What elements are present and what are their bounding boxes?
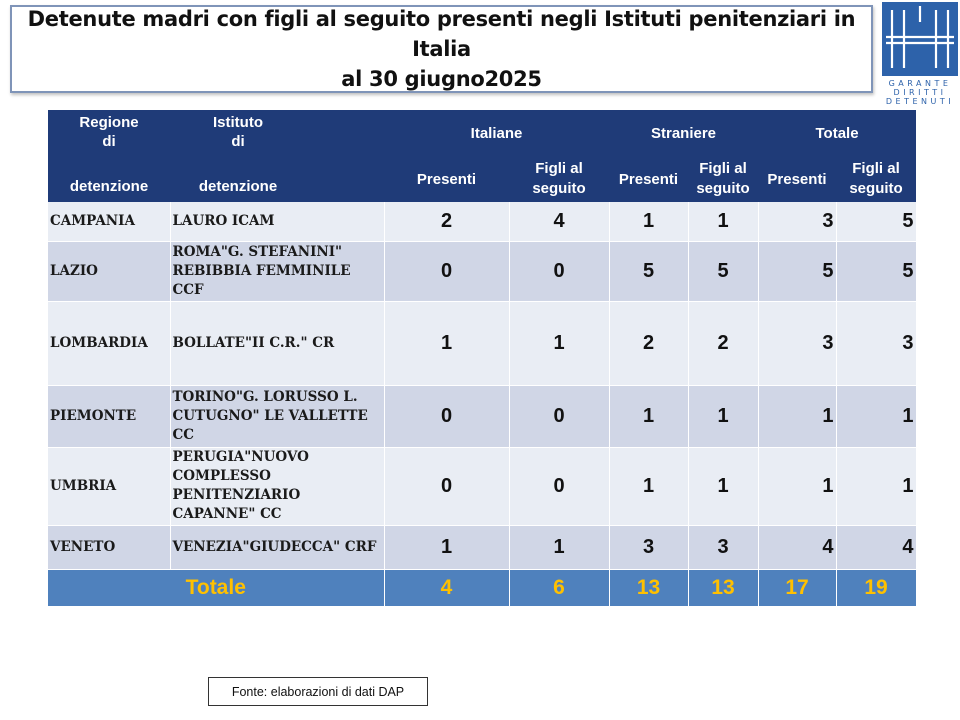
garante-logo	[882, 2, 958, 108]
istituto-line: CCF	[172, 281, 204, 298]
cell-istituto	[170, 202, 384, 241]
title-line-2: al 30 giugno2025	[341, 67, 542, 91]
istituto-line: COMPLESSO	[172, 468, 271, 484]
cell-st-figli: 2	[688, 301, 758, 385]
totale-row	[48, 569, 916, 606]
istituto-line: VENEZIA"GIUDECCA" CRF	[172, 538, 377, 555]
table-row	[48, 525, 916, 569]
header-istituto	[170, 110, 384, 202]
istituto-line: CAPANNE" CC	[172, 506, 282, 522]
cell-it-presenti: 0	[384, 241, 509, 301]
table-row	[48, 447, 916, 525]
totale-it-presenti: 4	[384, 569, 509, 606]
cell-tot-presenti: 3	[758, 301, 836, 385]
cell-tot-figli: 1	[836, 447, 916, 525]
fonte-box: Fonte: elaborazioni di dati DAP	[208, 677, 428, 706]
cell-regione: UMBRIA	[48, 447, 170, 525]
header-it-figli-line2: seguito	[532, 180, 586, 197]
cell-it-presenti: 0	[384, 385, 509, 447]
header-regione-line3: detenzione	[69, 177, 149, 195]
cell-tot-presenti: 3	[758, 202, 836, 241]
cell-it-figli: 0	[509, 241, 609, 301]
title-line-1: Detenute madri con figli al seguito presenti negli Istituti penitenziari in Italia	[27, 7, 856, 61]
header-regione-line1: Regione	[79, 113, 139, 131]
cell-tot-figli: 5	[836, 202, 916, 241]
cell-tot-figli: 3	[836, 301, 916, 385]
table-row	[48, 241, 916, 301]
cell-tot-figli: 4	[836, 525, 916, 569]
cell-it-presenti: 1	[384, 525, 509, 569]
totale-it-figli: 6	[509, 569, 609, 606]
header-st-presenti: Presenti	[618, 170, 679, 188]
cell-it-figli: 1	[509, 301, 609, 385]
header-tot-figli-line2: seguito	[849, 180, 903, 197]
cell-it-figli: 0	[509, 447, 609, 525]
cell-tot-presenti: 1	[758, 447, 836, 525]
cell-it-presenti: 2	[384, 202, 509, 241]
cell-tot-presenti: 1	[758, 385, 836, 447]
header-tot-figli-line1: Figli al	[852, 160, 900, 177]
cell-st-presenti: 2	[609, 301, 688, 385]
table-row	[48, 385, 916, 447]
cell-tot-figli: 1	[836, 385, 916, 447]
cell-tot-presenti: 4	[758, 525, 836, 569]
header-st-figli-line1: Figli al	[699, 160, 747, 177]
header-tot-figli	[836, 156, 916, 202]
cell-tot-presenti: 5	[758, 241, 836, 301]
detenute-table	[48, 110, 917, 606]
totale-st-figli: 13	[688, 569, 758, 606]
logo-text-garante: GARANTE	[888, 79, 952, 88]
cell-it-presenti: 1	[384, 301, 509, 385]
totale-st-presenti: 13	[609, 569, 688, 606]
title-box	[10, 5, 873, 93]
cell-it-figli: 1	[509, 525, 609, 569]
cell-it-presenti: 0	[384, 447, 509, 525]
header-istituto-line1: Istituto	[213, 113, 263, 131]
header-regione	[48, 110, 170, 202]
header-st-figli-line2: seguito	[696, 180, 750, 197]
logo-text-diritti: DIRITTI	[893, 88, 947, 97]
header-regione-line2: di	[102, 132, 116, 150]
cell-st-figli: 3	[688, 525, 758, 569]
header-italiane: Italiane	[470, 124, 523, 142]
cell-regione: CAMPANIA	[48, 202, 170, 241]
istituto-line: BOLLATE"II C.R." CR	[172, 334, 335, 351]
garante-logo-icon	[882, 2, 958, 76]
header-it-figli	[509, 156, 609, 202]
cell-tot-figli: 5	[836, 241, 916, 301]
cell-st-presenti: 5	[609, 241, 688, 301]
cell-regione: PIEMONTE	[48, 385, 170, 447]
header-totale: Totale	[815, 124, 859, 142]
cell-st-presenti: 3	[609, 525, 688, 569]
istituto-line: CC	[172, 426, 194, 443]
header-it-figli-line1: Figli al	[535, 160, 583, 177]
cell-st-figli: 1	[688, 447, 758, 525]
istituto-line: REBIBBIA FEMMINILE	[172, 262, 351, 279]
cell-it-figli: 4	[509, 202, 609, 241]
cell-st-presenti: 1	[609, 385, 688, 447]
cell-istituto	[170, 301, 384, 385]
cell-istituto	[170, 241, 384, 301]
totale-tot-presenti: 17	[758, 569, 836, 606]
cell-istituto	[170, 447, 384, 525]
cell-regione: LOMBARDIA	[48, 301, 170, 385]
cell-regione: LAZIO	[48, 241, 170, 301]
header-it-presenti: Presenti	[416, 170, 477, 188]
cell-st-presenti: 1	[609, 202, 688, 241]
cell-st-figli: 1	[688, 202, 758, 241]
cell-st-figli: 1	[688, 385, 758, 447]
header-tot-presenti: Presenti	[767, 170, 827, 188]
istituto-line: ROMA"G. STEFANINI"	[172, 243, 343, 260]
istituto-line: TORINO"G. LORUSSO L.	[172, 388, 358, 405]
cell-st-presenti: 1	[609, 447, 688, 525]
cell-regione: VENETO	[48, 525, 170, 569]
header-row-1	[48, 110, 916, 156]
table-row	[48, 301, 916, 385]
logo-text-detenuti: DETENUTI	[885, 97, 955, 106]
table-row	[48, 202, 916, 241]
header-st-figli	[688, 156, 758, 202]
cell-istituto	[170, 385, 384, 447]
istituto-line: PERUGIA"NUOVO	[172, 449, 309, 465]
istituto-line: CUTUGNO" LE VALLETTE	[172, 407, 368, 424]
totale-tot-figli: 19	[836, 569, 916, 606]
istituto-line: PENITENZIARIO	[172, 487, 301, 503]
cell-it-figli: 0	[509, 385, 609, 447]
header-istituto-line2: di	[231, 132, 245, 150]
header-istituto-line3: detenzione	[198, 177, 278, 195]
cell-st-figli: 5	[688, 241, 758, 301]
istituto-line: LAURO ICAM	[172, 212, 275, 229]
totale-label: Totale	[48, 569, 384, 606]
header-straniere: Straniere	[650, 124, 717, 142]
cell-istituto	[170, 525, 384, 569]
